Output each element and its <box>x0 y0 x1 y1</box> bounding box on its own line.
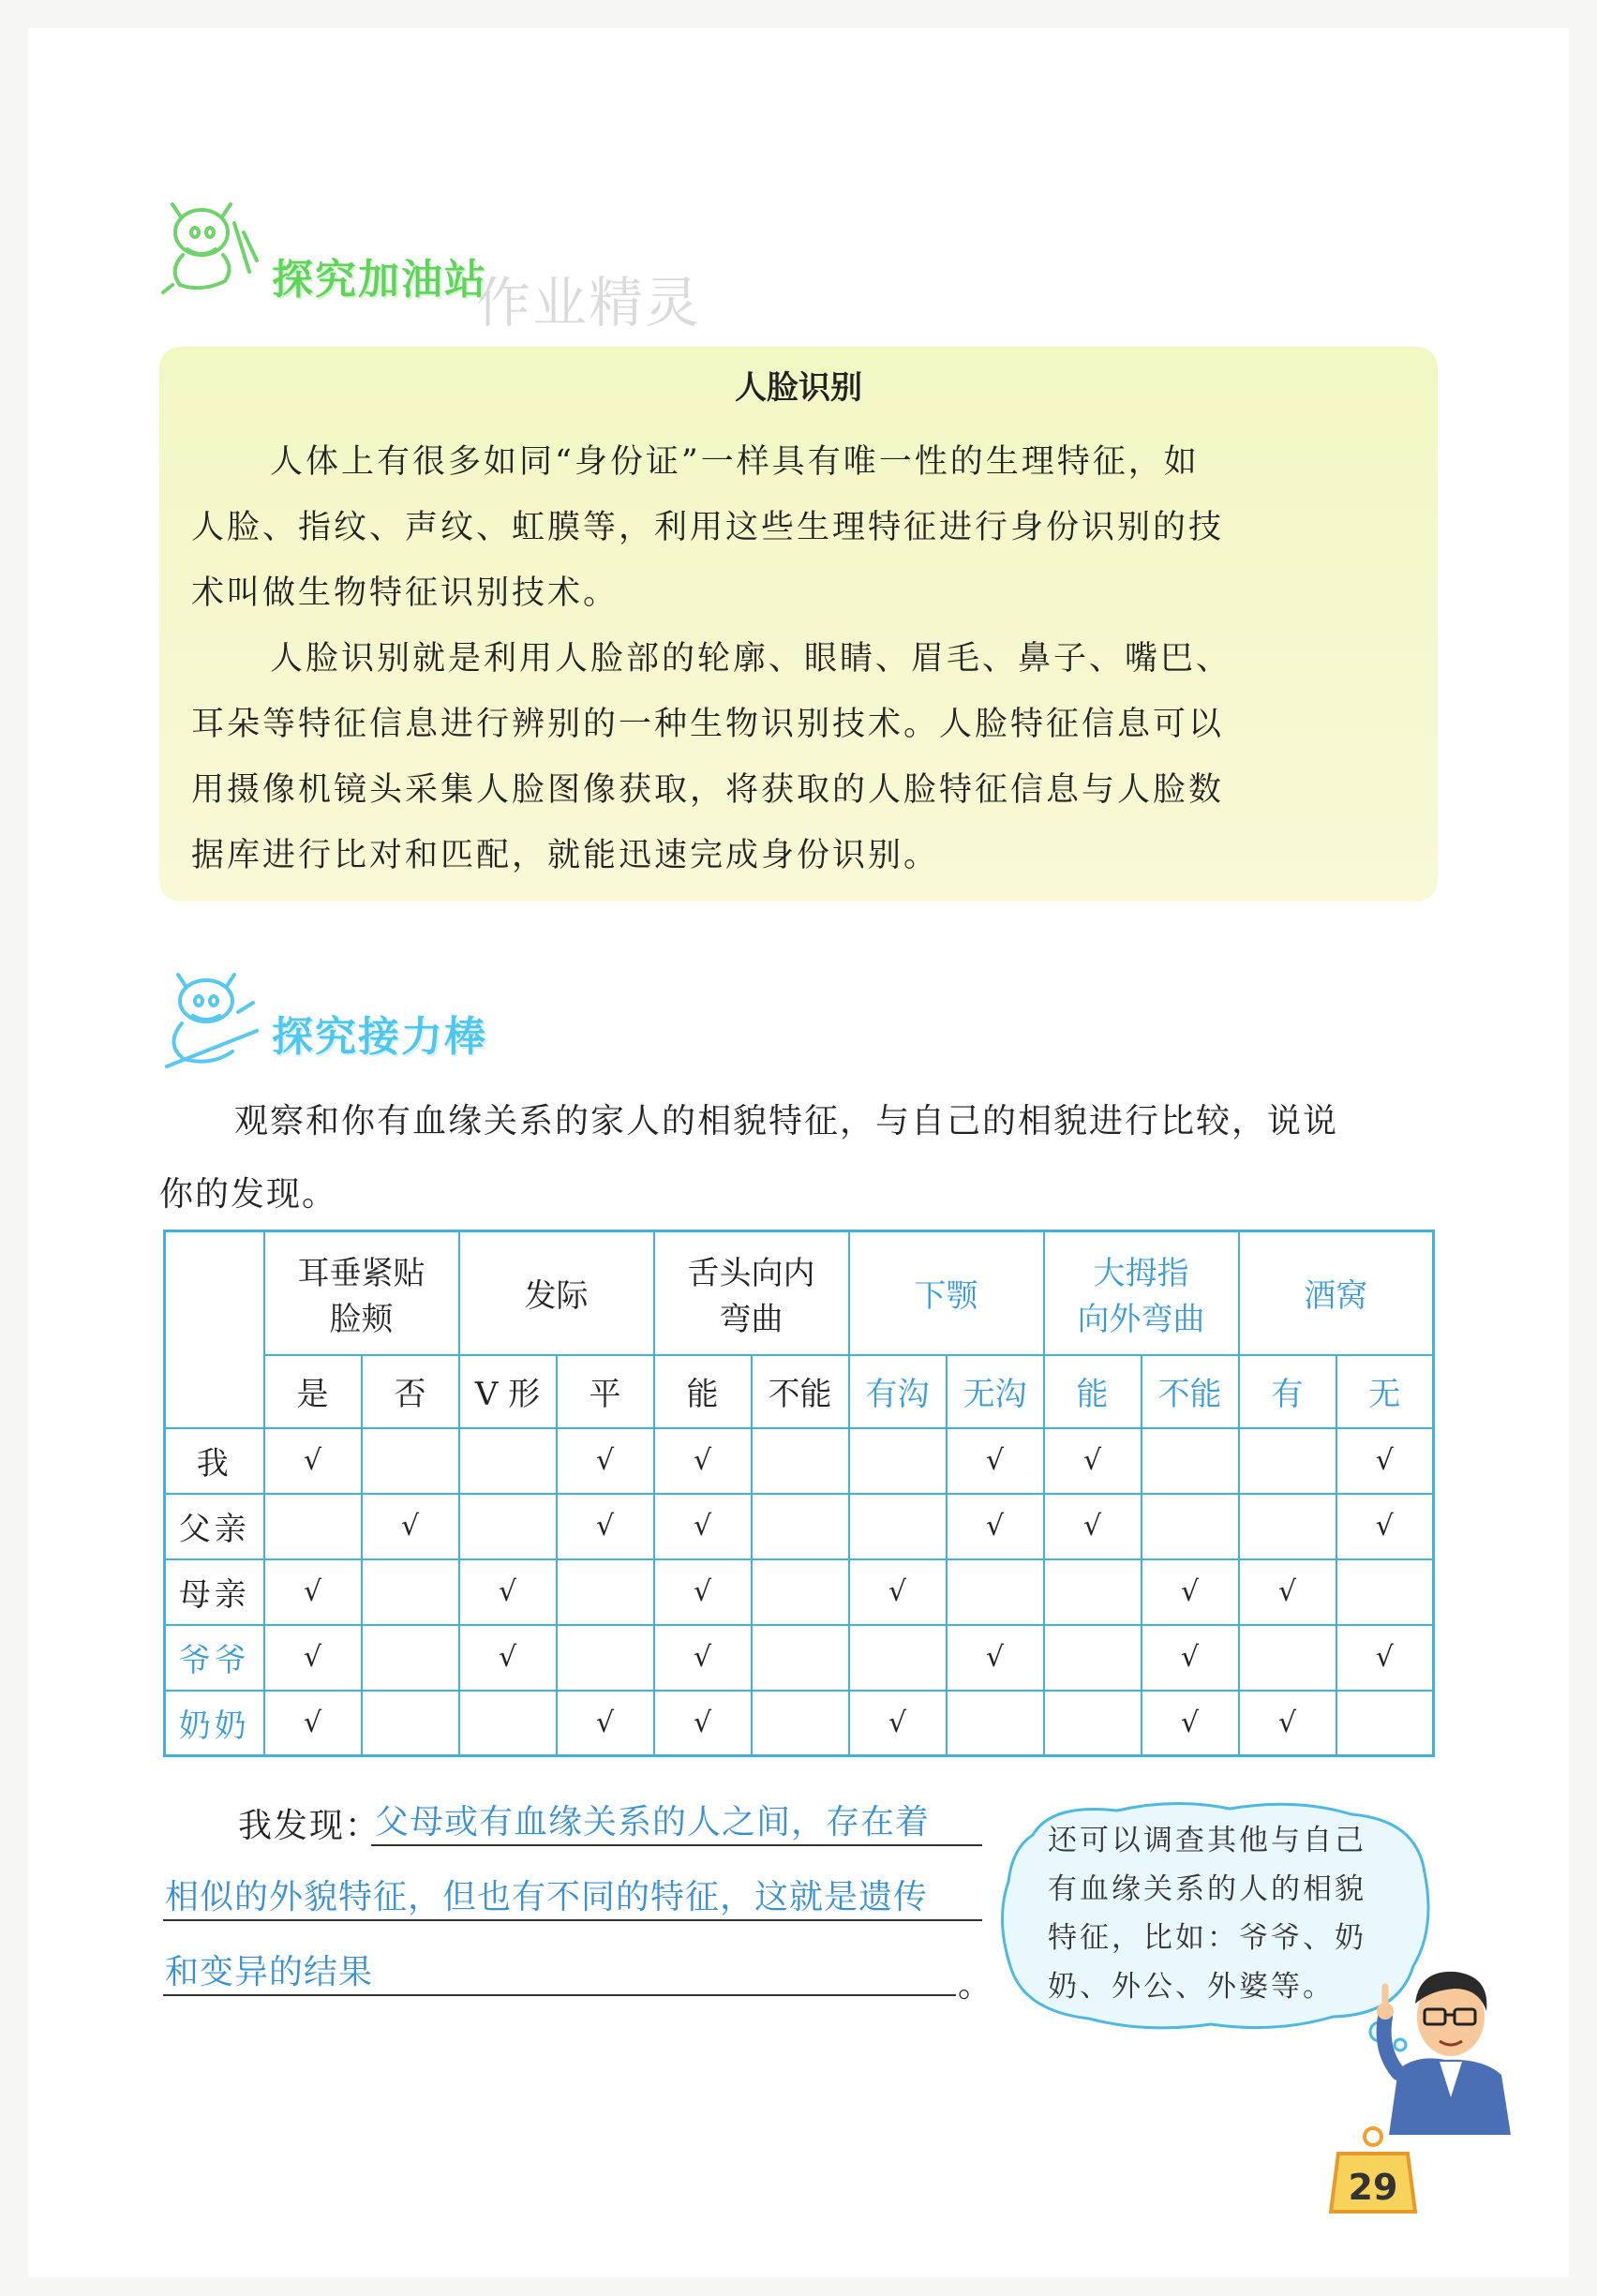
answer-line-2 <box>163 1919 982 1921</box>
discovery-line2: 相似的外貌特征，但也有不同的特征，这就是遗传 <box>165 1878 929 1916</box>
row-label: 爷爷 <box>165 1625 264 1691</box>
option-cell: 否 <box>362 1355 459 1428</box>
check-cell: √ <box>654 1691 752 1756</box>
info-p2-line3: 用摄像机镜头采集人脸图像获取，将获取的人脸特征信息与人脸数 <box>191 771 1225 809</box>
observation-table <box>163 1230 1435 1757</box>
check-cell <box>362 1625 459 1691</box>
answer-line-3 <box>163 1994 956 1996</box>
check-cell <box>362 1691 459 1756</box>
check-cell <box>752 1428 849 1494</box>
check-cell <box>947 1691 1044 1756</box>
check-cell: √ <box>264 1691 362 1756</box>
check-cell: √ <box>1044 1494 1142 1559</box>
check-cell <box>459 1691 557 1756</box>
info-p1-line2: 人脸、指纹、声纹、虹膜等，利用这些生理特征进行身份识别的技 <box>191 509 1225 546</box>
bubble-line4: 奶、外公、外婆等。 <box>1048 1970 1335 2004</box>
bubble-line2: 有血缘关系的人的相貌 <box>1048 1872 1366 1906</box>
option-cell: 不能 <box>1142 1355 1239 1428</box>
trait-header-thumb: 大拇指 向外弯曲 <box>1044 1231 1239 1355</box>
check-cell: √ <box>1336 1494 1434 1559</box>
check-cell: √ <box>1142 1559 1239 1625</box>
option-cell: 无 <box>1336 1355 1434 1428</box>
info-p1-line1: 人体上有很多如同“身份证”一样具有唯一性的生理特征，如 <box>270 443 1200 481</box>
check-cell: √ <box>947 1494 1044 1559</box>
check-cell: √ <box>264 1428 362 1494</box>
check-cell: √ <box>557 1428 654 1494</box>
row-label: 父亲 <box>165 1494 264 1559</box>
check-cell: √ <box>459 1559 557 1625</box>
option-cell: 能 <box>654 1355 752 1428</box>
check-cell <box>1239 1494 1336 1559</box>
check-cell <box>849 1625 947 1691</box>
check-cell <box>557 1559 654 1625</box>
check-cell <box>1336 1691 1434 1756</box>
cow-mascot-relay-icon <box>159 965 272 1078</box>
option-cell: 有 <box>1239 1355 1336 1428</box>
check-cell <box>1142 1428 1239 1494</box>
option-cell: 不能 <box>752 1355 849 1428</box>
check-cell <box>459 1428 557 1494</box>
check-cell <box>752 1559 849 1625</box>
check-cell <box>459 1494 557 1559</box>
check-cell: √ <box>654 1625 752 1691</box>
info-p2-line2: 耳朵等特征信息进行辨别的一种生物识别技术。人脸特征信息可以 <box>191 706 1225 743</box>
discovery-line1: 父母或有血缘关系的人之间，存在着 <box>375 1803 931 1841</box>
table-row <box>165 1625 1434 1691</box>
trait-header-hairline: 发际 <box>459 1231 654 1355</box>
check-cell <box>947 1559 1044 1625</box>
check-cell <box>1239 1625 1336 1691</box>
discovery-label: 我发现： <box>238 1807 381 1845</box>
check-cell: √ <box>654 1494 752 1559</box>
check-cell: √ <box>1336 1428 1434 1494</box>
check-cell: √ <box>849 1559 947 1625</box>
bubble-line1: 还可以调查其他与自己 <box>1048 1824 1366 1857</box>
table-row <box>165 1691 1434 1756</box>
check-cell <box>1044 1625 1142 1691</box>
trait-header-earlobe: 耳垂紧贴 脸颊 <box>264 1231 459 1355</box>
check-cell <box>1142 1494 1239 1559</box>
row-label: 奶奶 <box>165 1691 264 1756</box>
option-cell: V 形 <box>459 1355 557 1428</box>
check-cell <box>264 1494 362 1559</box>
check-cell: √ <box>459 1625 557 1691</box>
check-cell <box>557 1625 654 1691</box>
info-title: 人脸识别 <box>735 369 862 407</box>
table-corner-cell <box>165 1231 264 1428</box>
check-cell: √ <box>654 1559 752 1625</box>
option-cell: 是 <box>264 1355 362 1428</box>
check-cell <box>752 1494 849 1559</box>
check-cell: √ <box>1044 1428 1142 1494</box>
check-cell: √ <box>947 1625 1044 1691</box>
check-cell <box>362 1559 459 1625</box>
check-cell: √ <box>264 1625 362 1691</box>
check-cell: √ <box>1142 1625 1239 1691</box>
section-title-relay: 探究接力棒 <box>272 1013 487 1061</box>
teacher-character-icon <box>1361 1957 1520 2135</box>
check-cell: √ <box>264 1559 362 1625</box>
check-cell <box>362 1428 459 1494</box>
check-cell: √ <box>1239 1559 1336 1625</box>
check-cell: √ <box>1239 1691 1336 1756</box>
option-cell: 有沟 <box>849 1355 947 1428</box>
table-row <box>165 1559 1434 1625</box>
info-p2-line1: 人脸识别就是利用人脸部的轮廓、眼睛、眉毛、鼻子、嘴巴、 <box>270 640 1232 678</box>
check-cell <box>1239 1428 1336 1494</box>
cow-mascot-icon <box>159 195 272 298</box>
trait-header-tongue: 舌头向内 弯曲 <box>654 1231 849 1355</box>
trait-header-dimple: 酒窝 <box>1239 1231 1434 1355</box>
trait-header-chin: 下颚 <box>849 1231 1044 1355</box>
check-cell <box>849 1428 947 1494</box>
check-cell <box>1336 1559 1434 1625</box>
check-cell <box>752 1625 849 1691</box>
check-cell <box>1044 1559 1142 1625</box>
intro-line1: 观察和你有血缘关系的家人的相貌特征，与自己的相貌进行比较，说说 <box>234 1102 1339 1141</box>
watermark: 作业精灵 <box>476 271 702 335</box>
check-cell: √ <box>557 1494 654 1559</box>
section-title-boost: 探究加油站 <box>272 256 487 304</box>
check-cell: √ <box>1336 1625 1434 1691</box>
row-label: 母亲 <box>165 1559 264 1625</box>
check-cell: √ <box>557 1691 654 1756</box>
option-cell: 无沟 <box>947 1355 1044 1428</box>
check-cell: √ <box>849 1691 947 1756</box>
info-p2-line4: 据库进行比对和匹配，就能迅速完成身份识别。 <box>191 837 940 874</box>
table-row <box>165 1494 1434 1559</box>
discovery-end-mark: 。 <box>958 1966 993 2005</box>
info-p1-line3: 术叫做生物特征识别技术。 <box>191 574 619 612</box>
page-number: 29 <box>1348 2167 1398 2208</box>
row-label: 我 <box>165 1428 264 1494</box>
option-cell: 能 <box>1044 1355 1142 1428</box>
intro-line2: 你的发现。 <box>159 1175 338 1214</box>
table-row <box>165 1428 1434 1494</box>
check-cell: √ <box>1142 1691 1239 1756</box>
check-cell <box>752 1691 849 1756</box>
check-cell <box>849 1494 947 1559</box>
check-cell: √ <box>362 1494 459 1559</box>
answer-line-1 <box>371 1844 982 1846</box>
option-cell: 平 <box>557 1355 654 1428</box>
check-cell: √ <box>654 1428 752 1494</box>
bubble-line3: 特征，比如：爷爷、奶 <box>1048 1921 1366 1955</box>
check-cell: √ <box>947 1428 1044 1494</box>
discovery-line3: 和变异的结果 <box>165 1953 374 1991</box>
check-cell <box>1044 1691 1142 1756</box>
